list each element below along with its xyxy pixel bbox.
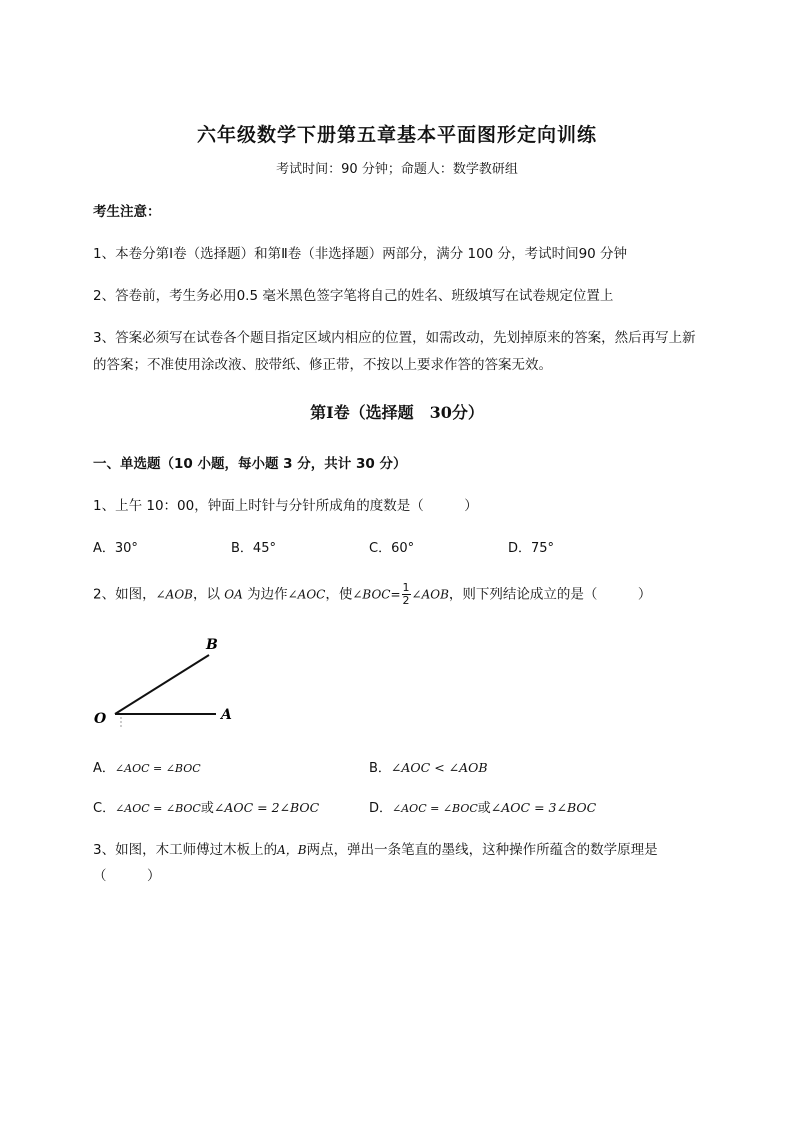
label-o: O xyxy=(94,711,107,727)
q2-ray-oa: OA xyxy=(224,587,243,602)
notice-heading: 考生注意： xyxy=(93,204,161,220)
q2-stem-part: ，以 xyxy=(192,586,225,603)
option-or: 或 xyxy=(200,801,214,816)
q2-fraction-half xyxy=(402,582,411,607)
option-expression: ∠AOC = 3∠BOC xyxy=(490,800,597,815)
q2-option-c xyxy=(93,797,319,816)
exam-info: 考试时间：90 分钟；命题人：数学教研组 xyxy=(276,162,518,177)
q2-stem-part: ，使 xyxy=(325,586,353,603)
notice-item-3-cont: 的答案；不准使用涂改液、胶带纸、修正带，不按以上要求作答的答案无效。 xyxy=(93,357,552,373)
section-title: 第Ⅰ卷（选择题 30分） xyxy=(310,403,484,422)
label-b: B xyxy=(206,637,218,653)
part-title: 一、单选题（10 小题，每小题 3 分，共计 30 分） xyxy=(93,456,407,472)
option-prefix: D． xyxy=(369,801,393,816)
q2-angle-aob: ∠AOB xyxy=(155,587,193,602)
question-3-stem xyxy=(93,838,658,858)
q1-option-c: C．60° xyxy=(369,541,415,556)
q3-stem-part: 两点，弹出一条笔直的墨线，这种操作所蕴含的数学原理是 xyxy=(306,842,658,858)
q2-angle-aob-2: ∠AOB xyxy=(411,587,449,602)
question-2-stem xyxy=(93,582,651,607)
ray-ob xyxy=(115,655,209,714)
option-prefix: B． xyxy=(369,761,391,776)
q3-stem-part: 3、如图，木工师傅过木板上的 xyxy=(93,842,278,858)
label-a: A xyxy=(221,707,232,723)
page-title: 六年级数学下册第五章基本平面图形定向训练 xyxy=(196,124,597,146)
option-expression: ∠AOC = 2∠BOC xyxy=(213,800,320,815)
q2-option-d xyxy=(369,797,596,816)
option-or: 或 xyxy=(477,801,491,816)
notice-item-2: 2、答卷前，考生务必用0.5 毫米黑色签字笔将自己的姓名、班级填写在试卷规定位置上 xyxy=(93,288,614,304)
q2-option-a xyxy=(93,757,201,776)
q1-option-b: B．45° xyxy=(231,541,276,556)
fraction-numerator: 1 xyxy=(402,581,410,594)
option-expression: ∠AOC = ∠BOC xyxy=(114,762,201,775)
option-expression: ∠AOC = ∠BOC xyxy=(392,802,478,815)
q3-answer-paren: （ ） xyxy=(93,868,161,884)
q1-option-d: D．75° xyxy=(508,541,555,556)
q2-stem-part: ，则下列结论成立的是（ ） xyxy=(448,586,652,603)
q2-option-b xyxy=(369,757,488,776)
option-prefix: A． xyxy=(93,761,115,776)
q3-points: A，B xyxy=(277,843,307,857)
q1-option-a: A．30° xyxy=(93,541,138,556)
q2-angle-aoc: ∠AOC xyxy=(287,587,326,602)
fraction-denominator: 2 xyxy=(402,594,410,607)
q2-stem-part: 为边作 xyxy=(242,586,288,603)
option-expression: ∠AOC = ∠BOC xyxy=(115,802,201,815)
angle-aob-figure xyxy=(88,628,248,738)
notice-item-3: 3、答案必须写在试卷各个题目指定区域内相应的位置，如需改动，先划掉原来的答案，然后再写上新 xyxy=(93,330,696,346)
q2-angle-boc: ∠BOC= xyxy=(352,587,401,602)
question-1-stem: 1、上午 10：00，钟面上时针与分针所成角的度数是（ ） xyxy=(93,498,478,514)
q2-stem-part: 2、如图， xyxy=(93,586,156,603)
notice-item-1: 1、本卷分第Ⅰ卷（选择题）和第Ⅱ卷（非选择题）两部分，满分 100 分，考试时间90 分钟 xyxy=(93,246,628,262)
option-expression: ∠AOC < ∠AOB xyxy=(390,760,488,775)
option-prefix: C． xyxy=(93,801,116,816)
